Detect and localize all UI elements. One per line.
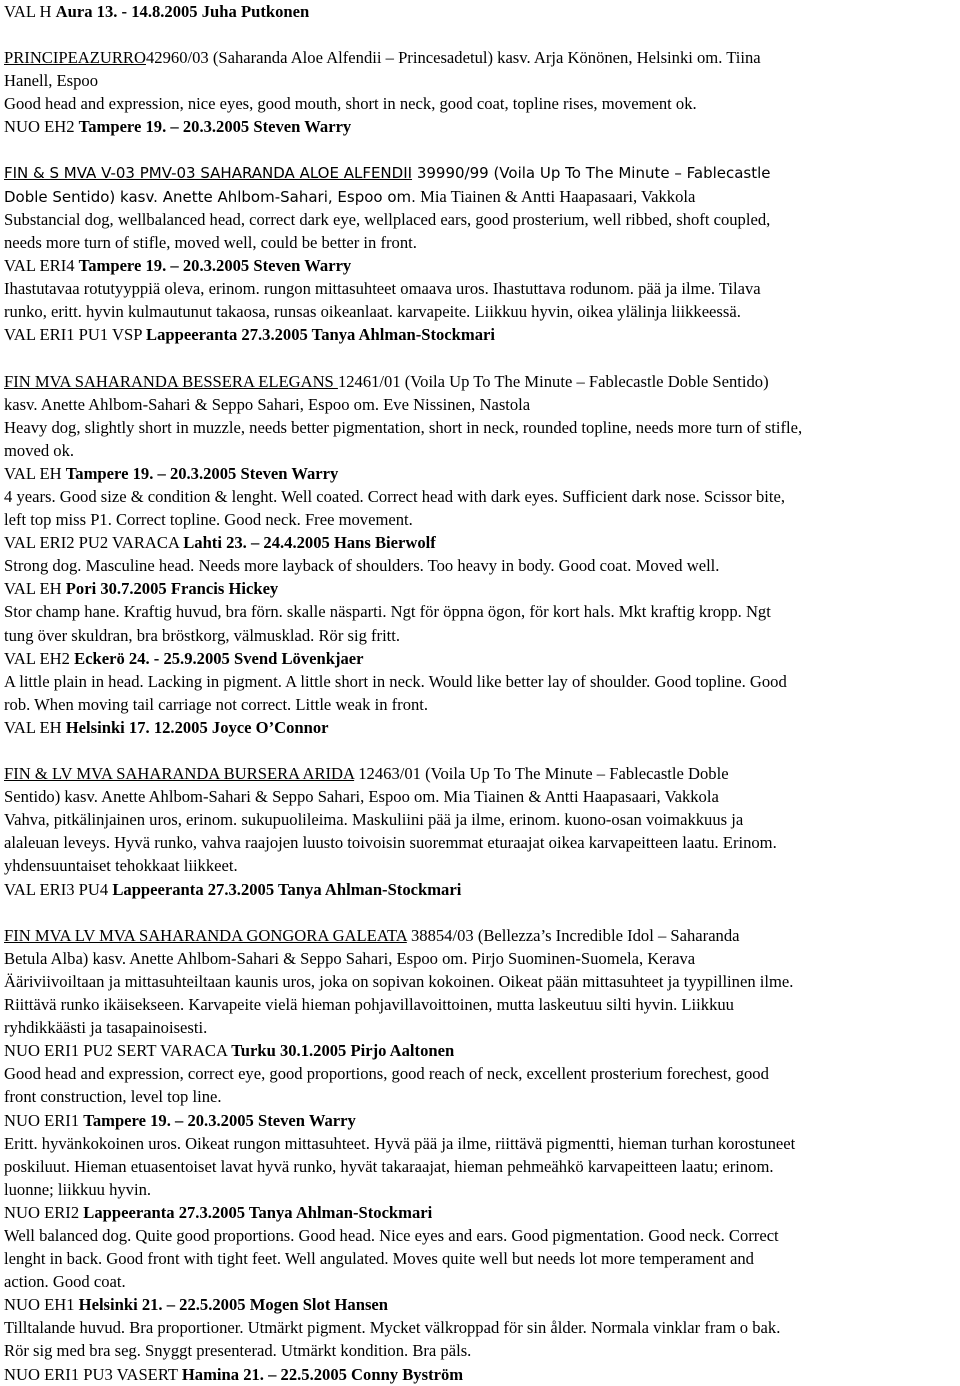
result-line <box>4 531 956 554</box>
result-event: Tampere 19. – 20.3.2005 Steven Warry <box>78 256 352 276</box>
critique-line: Good head and expression, nice eyes, good mouth, short in neck, good coat, topline rises, movement ok. <box>4 94 697 114</box>
result-line <box>4 647 956 670</box>
dog-entry-title-line <box>4 762 956 785</box>
critique-line: action. Good coat. <box>4 1272 126 1292</box>
result-line <box>4 577 956 600</box>
critique-line: left top miss P1. Correct topline. Good neck. Free movement. <box>4 510 413 530</box>
critique-line: needs more turn of stifle, moved well, could be better in front. <box>4 232 417 252</box>
critique-line: lenght in back. Good front with tight feet. Well angulated. Moves quite well but needs lot more temperament and <box>4 1249 754 1269</box>
critique-line: 4 years. Good size & condition & lenght. Well coated. Correct head with dark eyes. Sufficient dark nose. Scissor bite, <box>4 486 785 506</box>
result-prefix: NUO ERI1 PU3 VASERT <box>4 1364 182 1384</box>
result-prefix: VAL ERI3 PU4 <box>4 879 113 899</box>
result-event: Tampere 19. – 20.3.2005 Steven Warry <box>65 463 339 483</box>
result-prefix: NUO ERI1 <box>4 1110 84 1130</box>
critique-line: Well balanced dog. Quite good proportions. Good head. Nice eyes and ears. Good pigmentation. Good neck. Correct <box>4 1225 779 1245</box>
critique-line: Ihastutavaa rotutyyppiä oleva, erinom. rungon mittasuhteet omaava uros. Ihastuttava rodunom. pää ja ilme. Tilava <box>4 279 761 299</box>
text-line: Sentido) kasv. Anette Ahlbom-Sahari & Seppo Sahari, Espoo om. Mia Tiainen & Antti Haapasaari, Vakkola <box>4 787 719 807</box>
result-line <box>4 115 956 138</box>
dog-name: FIN & S MVA V-03 PMV-03 SAHARANDA ALOE ALFENDII <box>4 163 413 182</box>
result-event: Eckerö 24. - 25.9.2005 Svend Lövenkjaer <box>74 648 364 668</box>
spacer <box>4 346 956 369</box>
spacer <box>4 739 956 762</box>
critique-line: Vahva, pitkälinjainen uros, erinom. sukupuolileima. Maskuliini pää ja ilme, erinom. kuono-osan voimakkuus ja <box>4 810 744 830</box>
critique-line: Eritt. hyvänkokoinen uros. Oikeat rungon mittasuhteet. Hyvä pää ja ilme, riittävä pigmentti, hieman turhan korostuneet <box>4 1133 796 1153</box>
result-prefix: NUO ERI2 <box>4 1202 84 1222</box>
critique-line: Ääriviivoiltaan ja mittasuhteiltaan kaunis uros, joka on sopivan kokoinen. Oikeat pään mittasuhteet ja tyypillinen ilme. <box>4 971 794 991</box>
critique-line: front construction, level top line. <box>4 1087 222 1107</box>
text-line: Hanell, Espoo <box>4 71 99 91</box>
result-event: Lahti 23. – 24.4.2005 Hans Bierwolf <box>183 533 436 553</box>
dog-registration: 12461/01 (Voila Up To The Minute – Fablecastle Doble Sentido) <box>337 371 769 391</box>
dog-name: FIN MVA LV MVA SAHARANDA GONGORA GALEATA <box>4 925 407 945</box>
result-event: Hamina 21. – 22.5.2005 Conny Byström <box>181 1364 464 1384</box>
critique-line: Riittävä runko ikäisekseen. Karvapeite vielä hieman pohjavillavoittoinen, mutta laskeutuu silti hyvin. Liikkuu <box>4 995 734 1015</box>
dog-registration: 39990/99 (Voila Up To The Minute – Fablecastle <box>412 163 771 182</box>
critique-line: alaleuan leveys. Hyvä runko, vahva raajojen luusto toivoisin suoremmat eturaajat oikea karvapeitteen laatu. Erinom. <box>4 833 777 853</box>
dog-registration: 42960/03 (Saharanda Aloe Alfendii – Princesadetul) kasv. Arja Könönen, Helsinki om. Tiina <box>146 48 761 68</box>
breeder-text: Doble Sentido) kasv. Anette Ahlbom-Sahari, Espoo om. <box>4 187 416 206</box>
dog-registration: 38854/03 (Bellezza’s Incredible Idol – Saharanda <box>406 925 740 945</box>
critique-line: ryhdikkäästi ja tasapainoisesti. <box>4 1018 208 1038</box>
result-event: Pori 30.7.2005 Francis Hickey <box>65 579 279 599</box>
critique-line: luonne; liikkuu hyvin. <box>4 1179 152 1199</box>
result-event: Lappeeranta 27.3.2005 Tanya Ahlman-Stockmari <box>146 325 495 345</box>
result-event: Helsinki 21. – 22.5.2005 Mogen Slot Hansen <box>78 1295 388 1315</box>
result-prefix: NUO EH1 <box>4 1295 79 1315</box>
critique-line: runko, eritt. hyvin kulmautunut takaosa, runsas oikeanlaat. karvapeite. Liikkuu hyvin, oikea ylälinja liikkeessä. <box>4 302 741 322</box>
critique-line: Heavy dog, slightly short in muzzle, needs better pigmentation, short in neck, rounded topline, needs more turn of stifle, <box>4 417 803 437</box>
result-line <box>4 1363 956 1386</box>
critique-line: yhdensuuntaiset tehokkaat liikkeet. <box>4 856 238 876</box>
result-event: Lappeeranta 27.3.2005 Tanya Ahlman-Stockmari <box>112 879 462 899</box>
critique-line: Tilltalande huvud. Bra proportioner. Utmärkt pigment. Mycket välkroppad för sin ålder. Normala vinklar fram o bak. <box>4 1318 781 1338</box>
spacer <box>4 23 956 46</box>
critique-line: Substancial dog, wellbalanced head, correct dark eye, wellplaced ears, good prosterium, well ribbed, shoft coupled, <box>4 209 771 229</box>
result-prefix: VAL ERI2 PU2 VARACA <box>4 533 184 553</box>
result-line <box>4 1039 956 1062</box>
result-line <box>4 323 956 346</box>
critique-line: rob. When moving tail carriage not correct. Little weak in front. <box>4 694 429 714</box>
result-event: Tampere 19. – 20.3.2005 Steven Warry <box>78 117 352 137</box>
result-line <box>4 1201 956 1224</box>
result-event: Tampere 19. – 20.3.2005 Steven Warry <box>83 1110 356 1130</box>
critique-line: moved ok. <box>4 440 75 460</box>
result-event: Turku 30.1.2005 Pirjo Aaltonen <box>231 1041 455 1061</box>
text-line: kasv. Anette Ahlbom-Sahari & Seppo Sahari, Espoo om. Eve Nissinen, Nastola <box>4 394 531 414</box>
result-event: Lappeeranta 27.3.2005 Tanya Ahlman-Stockmari <box>83 1202 433 1222</box>
spacer <box>4 901 956 924</box>
critique-line: tung över skuldran, bra bröstkorg, välmusklad. Rör sig fritt. <box>4 625 401 645</box>
result-prefix: VAL EH2 <box>4 648 75 668</box>
result-prefix: VAL EH <box>4 579 66 599</box>
result-line <box>4 1109 956 1132</box>
result-line <box>4 878 956 901</box>
header-prefix: VAL H <box>4 2 56 21</box>
critique-line: A little plain in head. Lacking in pigment. A little short in neck. Would like better lay of shoulder. Good topline. Good <box>4 671 787 691</box>
text-line <box>4 185 956 208</box>
owner-text: Mia Tiainen & Antti Haapasaari, Vakkola <box>415 186 696 206</box>
dog-registration: 12463/01 (Voila Up To The Minute – Fablecastle Doble <box>354 764 729 784</box>
critique-line: Good head and expression, correct eye, good proportions, good reach of neck, excellent prosterium forechest, good <box>4 1064 769 1084</box>
result-line <box>4 716 956 739</box>
critique-line: Stor champ hane. Kraftig huvud, bra förn. skalle näsparti. Ngt för öppna ögon, för kort hals. Mkt kraftig kropp. Ngt <box>4 602 771 622</box>
dog-name: FIN & LV MVA SAHARANDA BURSERA ARIDA <box>4 764 355 784</box>
dog-entry-title-line <box>4 924 956 947</box>
result-line <box>4 462 956 485</box>
result-prefix: VAL EH <box>4 717 66 737</box>
dog-entry-title-line <box>4 162 956 185</box>
dog-entry-title-line <box>4 46 956 69</box>
result-prefix: VAL EH <box>4 463 66 483</box>
dog-name: PRINCIPEAZURRO <box>4 48 146 68</box>
result-prefix: NUO ERI1 PU2 SERT VARACA <box>4 1041 232 1061</box>
result-line <box>4 1293 956 1316</box>
dog-name: FIN MVA SAHARANDA BESSERA ELEGANS <box>4 371 338 391</box>
result-prefix: NUO EH2 <box>4 117 79 137</box>
result-event: Helsinki 17. 12.2005 Joyce O’Connor <box>65 717 329 737</box>
critique-line: Strong dog. Masculine head. Needs more layback of shoulders. Too heavy in body. Good coat. Moved well. <box>4 556 720 576</box>
result-line <box>4 254 956 277</box>
text-line: Betula Alba) kasv. Anette Ahlbom-Sahari & Seppo Sahari, Espoo om. Pirjo Suominen-Suomela, Kerava <box>4 948 696 968</box>
dog-entry-title-line <box>4 370 956 393</box>
spacer <box>4 139 956 162</box>
critique-line: poskiluut. Hieman etuasentoiset lavat hyvä runko, hyvät takaraajat, hieman pehmeähkö karvapeitteen laatu; erinom. <box>4 1156 774 1176</box>
header-event: Aura 13. - 14.8.2005 Juha Putkonen <box>55 2 310 21</box>
result-prefix: VAL ERI4 <box>4 256 79 276</box>
header-line <box>4 0 956 23</box>
result-prefix: VAL ERI1 PU1 VSP <box>4 325 147 345</box>
critique-line: Rör sig med bra seg. Snyggt presenterad. Utmärkt kondition. Bra päls. <box>4 1341 472 1361</box>
